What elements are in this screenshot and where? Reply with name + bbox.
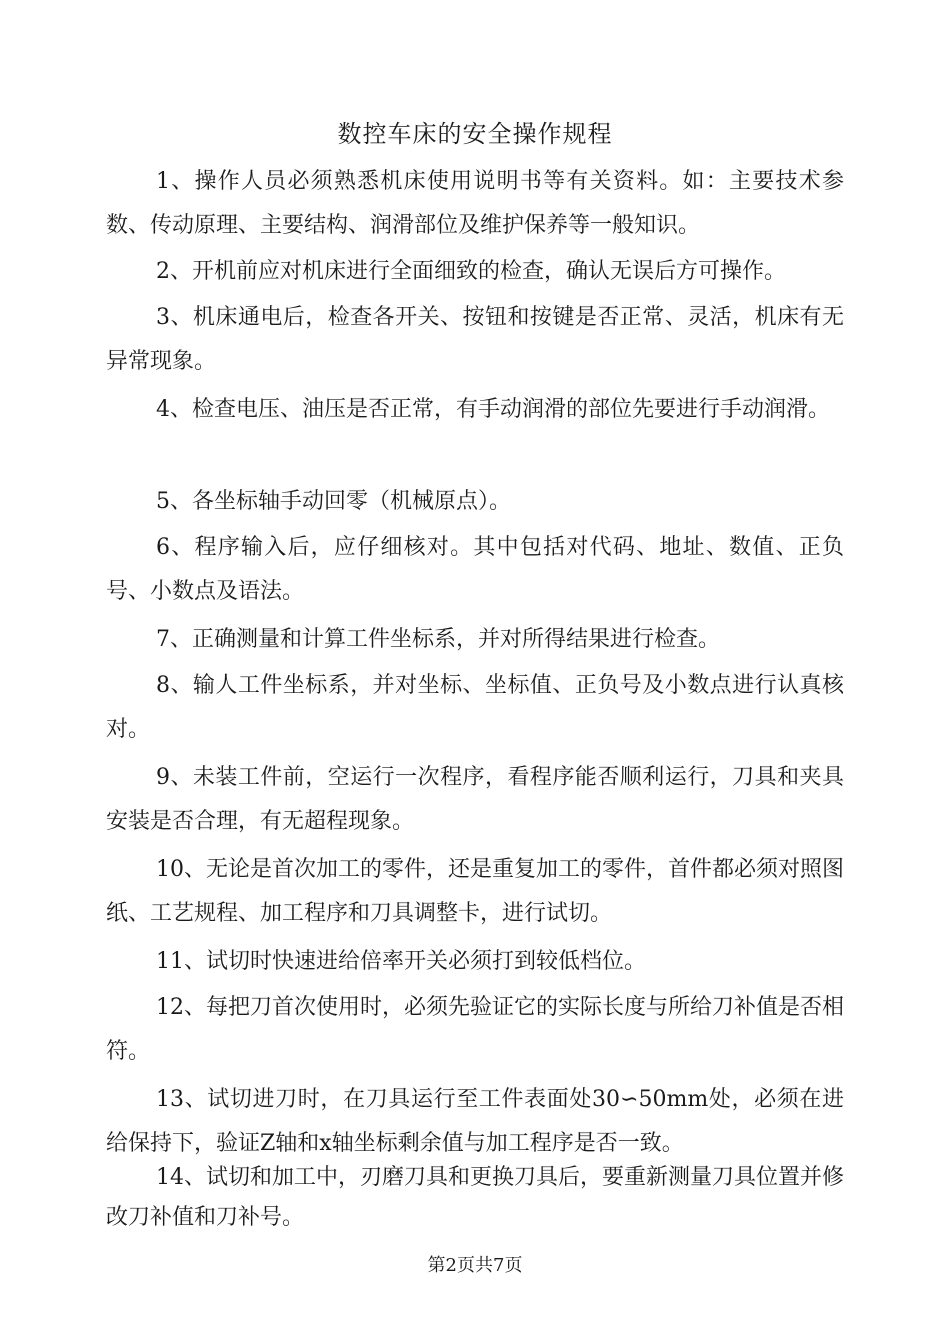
paragraph-6: 6、程序输入后，应仔细核对。其中包括对代码、地址、数值、正负号、小数点及语法。: [106, 535, 844, 604]
paragraph-5: 5、各坐标轴手动回零（机械原点）。: [156, 489, 511, 514]
paragraph-12: 12、每把刀首次使用时，必须先验证它的实际长度与所给刀补值是否相符。: [106, 995, 844, 1064]
paragraph-1: 1、操作人员必须熟悉机床使用说明书等有关资料。如：主要技术参数、传动原理、主要结构、润滑部位及维护保养等一般知识。: [106, 169, 844, 238]
paragraph-7: 7、正确测量和计算工件坐标系，并对所得结果进行检查。: [156, 627, 720, 652]
paragraph-9: 9、未装工件前，空运行一次程序，看程序能否顺利运行，刀具和夹具安装是否合理，有无超程现象。: [106, 765, 844, 834]
paragraph-10: 10、无论是首次加工的零件，还是重复加工的零件，首件都必须对照图纸、工艺规程、加工程序和刀具调整卡，进行试切。: [106, 857, 844, 926]
page-title: 数控车床的安全操作规程: [337, 120, 613, 148]
page-footer: 第2页共7页: [427, 1255, 523, 1276]
paragraph-4: 4、检查电压、油压是否正常，有手动润滑的部位先要进行手动润滑。: [156, 397, 830, 422]
paragraph-13: 13、试切进刀时，在刀具运行至工件表面处30∽50mm处，必须在进给保持下，验证Z轴和x轴坐标剩余值与加工程序是否一致。: [106, 1087, 844, 1156]
paragraph-3: 3、机床通电后，检查各开关、按钮和按键是否正常、灵活，机床有无异常现象。: [106, 305, 844, 374]
paragraph-2: 2、开机前应对机床进行全面细致的检查，确认无误后方可操作。: [156, 259, 786, 284]
paragraph-11: 11、试切时快速进给倍率开关必须打到较低档位。: [156, 949, 646, 974]
paragraph-14: 14、试切和加工中，刃磨刀具和更换刀具后，要重新测量刀具位置并修改刀补值和刀补号。: [106, 1165, 844, 1230]
paragraph-8: 8、输人工件坐标系，并对坐标、坐标值、正负号及小数点进行认真核对。: [106, 673, 844, 742]
